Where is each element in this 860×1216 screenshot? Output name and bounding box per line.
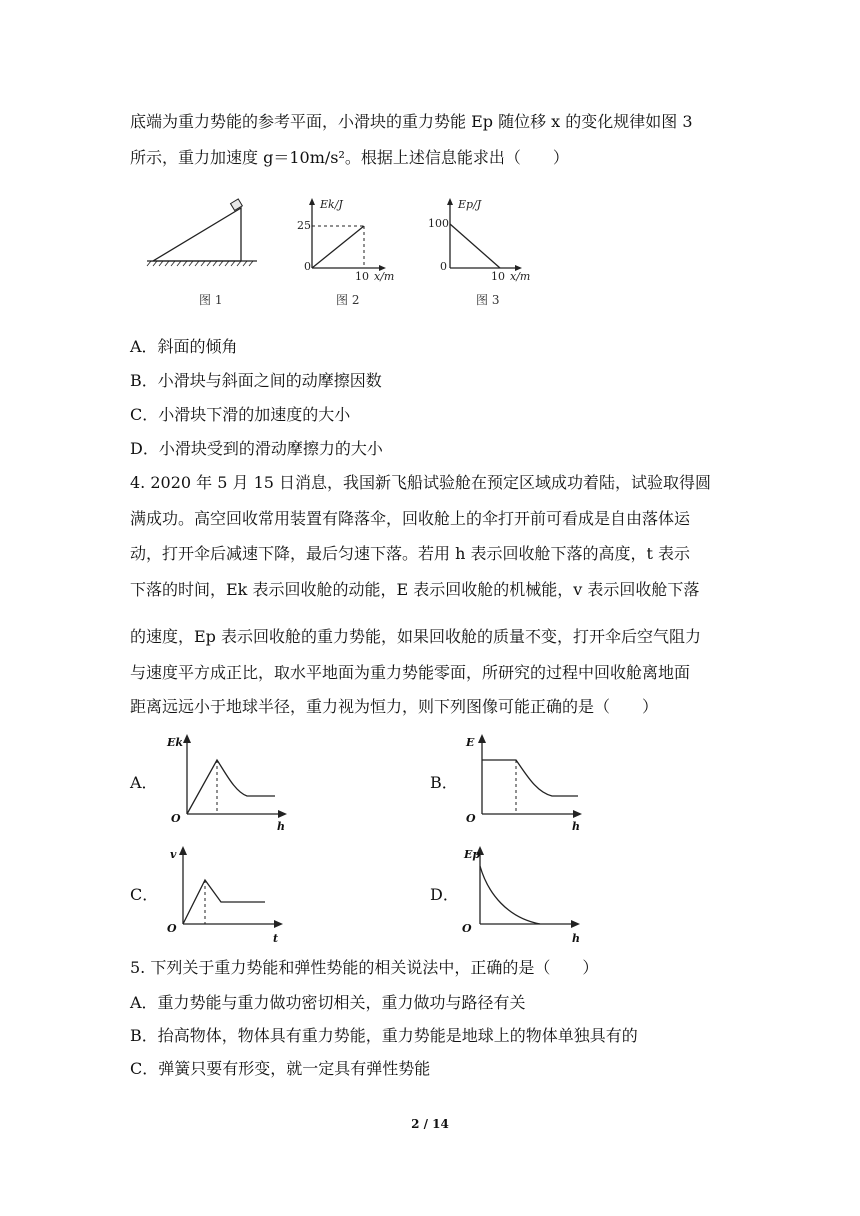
- q3-option-c: C．小滑块下滑的加速度的大小: [130, 405, 351, 424]
- figure-3-x-tick: 10: [491, 270, 505, 282]
- q4-text-line-7: 距离远远小于地球半径，重力视为恒力，则下列图像可能正确的是（ ）: [130, 697, 659, 716]
- q4-text-line-2: 满成功。高空回收常用装置有降落伞，回收舱上的伞打开前可看成是自由落体运: [130, 509, 691, 528]
- figure-3-origin: 0: [440, 260, 447, 273]
- page-number: 2 / 14: [411, 1117, 449, 1131]
- figure-2-ylabel: Ek/J: [320, 198, 343, 211]
- q4-graph-b: [460, 730, 590, 835]
- q4-graph-c-ylabel: v: [170, 848, 177, 861]
- q4-graph-d-xlabel: h: [572, 932, 580, 945]
- figure-2-x-tick: 10: [355, 270, 369, 282]
- q4-graph-b-xlabel: h: [572, 820, 580, 833]
- q3-text-line-2: 所示，重力加速度 g＝10m/s²。根据上述信息能求出（ ）: [130, 148, 569, 167]
- q4-text-line-5: 的速度，Ep 表示回收舱的重力势能，如果回收舱的质量不变，打开伞后空气阻力: [130, 627, 702, 646]
- q4-graph-a-ylabel: Ek: [167, 736, 184, 749]
- q5-option-c: C．弹簧只要有形变，就一定具有弹性势能: [130, 1059, 431, 1078]
- figure-3-ylabel: Ep/J: [458, 198, 482, 211]
- q4-graph-a-origin: O: [171, 812, 181, 825]
- figure-3-xlabel: x/m: [510, 270, 531, 282]
- q4-graph-b-ylabel: E: [466, 736, 475, 749]
- figure-2-caption: 图 2: [336, 293, 360, 307]
- figure-2-y-tick: 25: [297, 219, 311, 232]
- q4-graph-c-origin: O: [167, 922, 177, 935]
- q4-text-line-4: 下落的时间，Ek 表示回收舱的动能，E 表示回收舱的机械能，v 表示回收舱下落: [130, 580, 700, 599]
- q4-graph-d: [460, 842, 590, 947]
- q4-graph-c-xlabel: t: [273, 932, 279, 945]
- q4-option-c-label: C．: [130, 885, 159, 904]
- q3-option-d: D．小滑块受到的滑动摩擦力的大小: [130, 439, 383, 458]
- q4-text-line-3: 动，打开伞后减速下降，最后匀速下落。若用 h 表示回收舱下落的高度，t 表示: [130, 544, 690, 563]
- q4-text-line-1: 4. 2020 年 5 月 15 日消息，我国新飞船试验舱在预定区域成功着陆，试验取得圆: [130, 473, 712, 492]
- figure-3-y-tick: 100: [428, 217, 449, 230]
- figure-2-origin: 0: [304, 260, 311, 273]
- figure-3-ep-graph: [426, 196, 541, 282]
- q4-graph-c: [165, 842, 295, 947]
- q5-option-a: A．重力势能与重力做功密切相关，重力做功与路径有关: [130, 993, 526, 1012]
- q4-option-b-label: B．: [430, 773, 458, 792]
- q4-option-d-label: D．: [430, 885, 459, 904]
- q3-text-line-1: 底端为重力势能的参考平面，小滑块的重力势能 Ep 随位移 x 的变化规律如图 3: [130, 112, 693, 131]
- q4-option-a-label: A．: [130, 773, 158, 792]
- q5-stem: 5. 下列关于重力势能和弹性势能的相关说法中，正确的是（ ）: [130, 958, 599, 977]
- q4-graph-d-ylabel: Ep: [464, 848, 481, 861]
- q5-option-b: B．抬高物体，物体具有重力势能，重力势能是地球上的物体单独具有的: [130, 1026, 638, 1045]
- q4-graph-a-xlabel: h: [277, 820, 285, 833]
- figure-2-ek-graph: [290, 196, 405, 282]
- figure-2-xlabel: x/m: [374, 270, 395, 282]
- q4-graph-d-origin: O: [462, 922, 472, 935]
- figure-3-caption: 图 3: [476, 293, 500, 307]
- q3-option-b: B．小滑块与斜面之间的动摩擦因数: [130, 371, 382, 390]
- q4-graph-a: [165, 730, 295, 835]
- figure-1-caption: 图 1: [199, 293, 223, 307]
- figure-1-incline: [145, 198, 265, 268]
- q4-graph-b-origin: O: [466, 812, 476, 825]
- q4-text-line-6: 与速度平方成正比，取水平地面为重力势能零面，所研究的过程中回收舱离地面: [130, 663, 691, 682]
- q3-option-a: A．斜面的倾角: [130, 337, 238, 356]
